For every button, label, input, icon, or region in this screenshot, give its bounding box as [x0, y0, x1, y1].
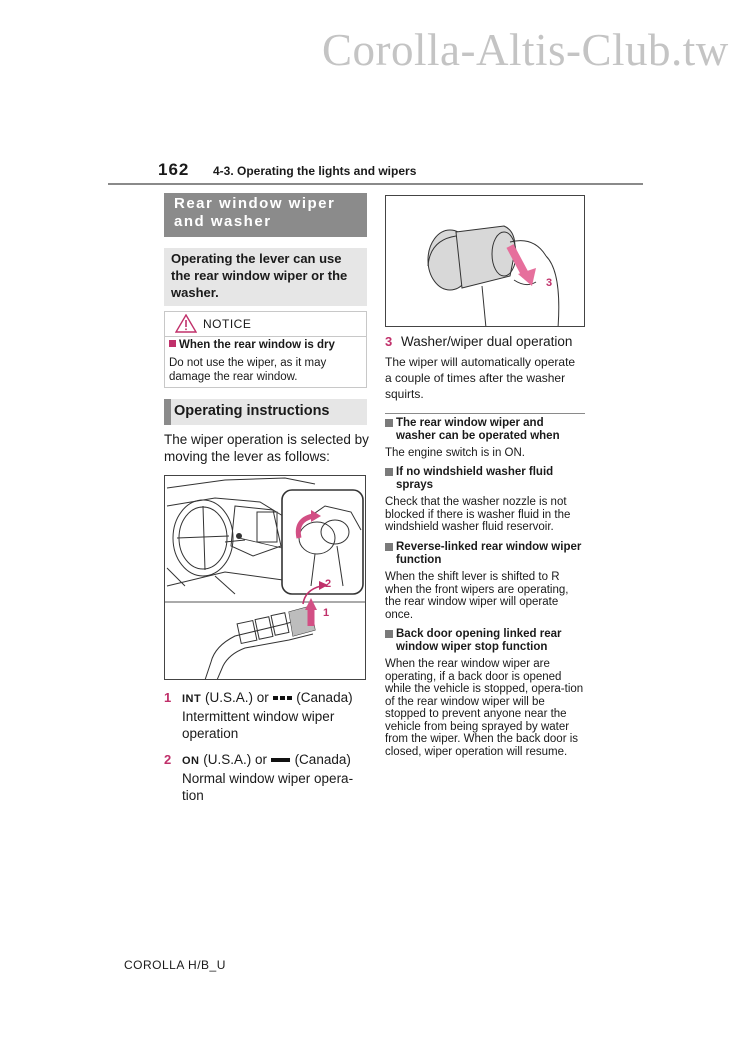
operating-instructions-heading: Operating instructions: [164, 399, 367, 425]
step-2-description: Normal window wiper opera-tion: [182, 771, 354, 803]
info-heading-back-door-text: Back door opening linked rear window wiper stop function: [396, 628, 562, 653]
notice-header: [165, 312, 366, 337]
info-heading-operable: [385, 417, 585, 443]
notice-label: NOTICE: [203, 317, 252, 331]
page-title: Rear window wiper and washer: [164, 193, 367, 237]
intro-text: Operating the lever can use the rear window wiper or the washer.: [164, 248, 367, 306]
step-2-number: 2: [164, 752, 172, 767]
step-2-line: [182, 752, 351, 767]
washer-lever-figure: [385, 195, 585, 327]
right-column-rule: [385, 413, 585, 414]
step-3-title: Washer/wiper dual operation: [401, 334, 573, 349]
step-2-usa: (U.S.A.) or: [203, 752, 268, 767]
page-number: 162: [158, 160, 190, 179]
step-2-canada: (Canada): [294, 752, 351, 767]
callout-3: 3: [546, 277, 553, 289]
wiper-lever-figure: [164, 475, 366, 680]
info-text-operable: The engine switch is in ON.: [385, 447, 525, 459]
step-3-number: 3: [385, 334, 393, 349]
step-1-line: [182, 690, 353, 705]
notice-subheading: [169, 339, 335, 351]
info-heading-reverse-linked: [385, 541, 585, 567]
bullet-square-icon: [385, 468, 393, 476]
operating-instructions-text: The wiper operation is selected by moving the lever as follows:: [164, 432, 369, 464]
step-1-number: 1: [164, 690, 172, 705]
bullet-square-icon: [385, 630, 393, 638]
info-heading-no-fluid: [385, 466, 585, 492]
watermark: Corolla-Altis-Club.tw: [322, 25, 729, 75]
warning-triangle-icon: [175, 314, 197, 333]
step-3-description: The wiper will automatically operate a couple of times after the washer squirts.: [385, 355, 576, 401]
dashboard-illustration: [165, 476, 366, 680]
dashed-line-icon: [273, 695, 293, 701]
step-1-usa: (U.S.A.) or: [205, 690, 269, 705]
step-1-description: Intermittent window wiper operation: [182, 709, 335, 741]
info-heading-reverse-linked-text: Reverse-linked rear window wiper function: [396, 541, 582, 566]
bullet-square-icon: [385, 543, 393, 551]
on-glyph: ON: [182, 755, 200, 767]
solid-line-icon: [271, 757, 291, 763]
callout-2: 2: [325, 578, 332, 590]
info-heading-operable-text: The rear window wiper and washer can be operated when: [396, 417, 560, 442]
info-text-back-door: When the rear window wiper are operating, if a back door is opened while the vehicle is stopped, opera-tion of the rear window wiper will be stopped to prevent anyone near the vehicle from being sprayed by water from the wiper. When the back door is closed, wiper operation will resume.: [385, 658, 584, 758]
bullet-square-icon: [385, 419, 393, 427]
hand-lever-illustration: [386, 196, 585, 327]
footer-model-code: COROLLA H/B_U: [124, 958, 226, 972]
info-heading-no-fluid-text: If no windshield washer fluid sprays: [396, 466, 554, 491]
step-1-canada: (Canada): [296, 690, 353, 705]
info-text-reverse-linked: When the shift lever is shifted to R when the front wipers are operating, the rear window wiper will operate once.: [385, 571, 569, 621]
info-text-no-fluid: Check that the washer nozzle is not blocked if there is washer fluid in the windshield washer fluid reservoir.: [385, 496, 571, 533]
bullet-square-icon: [169, 340, 176, 347]
notice-box: [164, 311, 367, 388]
notice-text: Do not use the wiper, as it may damage the rear window.: [169, 357, 327, 383]
header-rule: [108, 183, 643, 185]
callout-1: 1: [323, 607, 330, 619]
info-heading-back-door: [385, 628, 585, 654]
notice-subheading-text: When the rear window is dry: [179, 339, 335, 351]
int-glyph: INT: [182, 693, 202, 705]
section-title: 4-3. Operating the lights and wipers: [213, 164, 417, 178]
